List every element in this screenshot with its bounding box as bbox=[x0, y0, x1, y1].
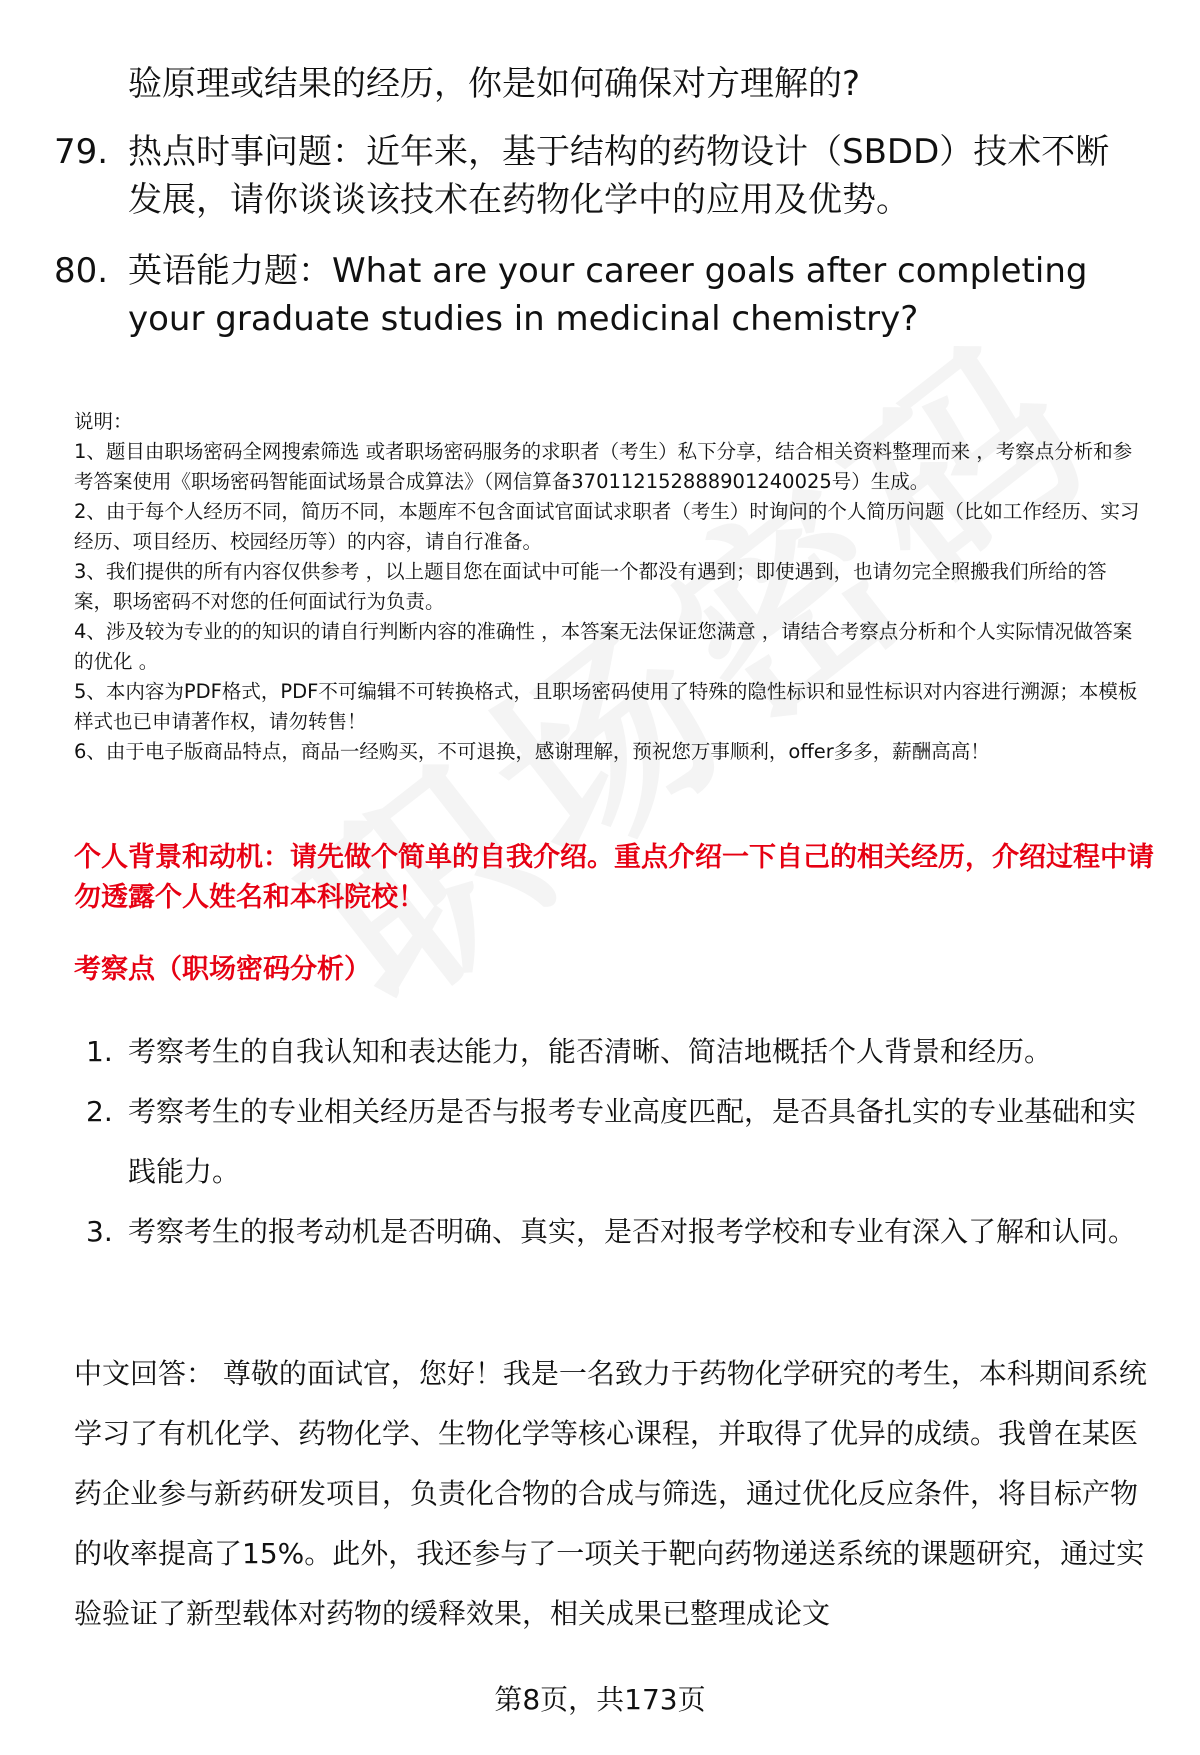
question-number: 79. bbox=[54, 132, 109, 172]
analysis-point bbox=[86, 1022, 1146, 1082]
chinese-answer: 中文回答： 尊敬的面试官，您好！我是一名致力于药物化学研究的考生，本科期间系统学习了有机化学、药物化学、生物化学等核心课程，并取得了优异的成绩。我曾在某医药企业参与新药研发项目，负责化合物的合成与筛选，通过优化反应条件，将目标产物的收率提高了15%。此外，我还参与了一项关于靶向药物递送系统的课题研究，通过实验验证了新型载体对药物的缓释效果，相关成果已整理成论文 bbox=[74, 1357, 1147, 1630]
section-heading: 个人背景和动机：请先做个简单的自我介绍。重点介绍一下自己的相关经历，介绍过程中请勿透露个人姓名和本科院校！ bbox=[74, 842, 1154, 913]
point-number: 3. bbox=[86, 1215, 113, 1248]
question-text: 热点时事问题：近年来，基于结构的药物设计（SBDD）技术不断发展，请你谈谈该技术在药物化学中的应用及优势。 bbox=[128, 132, 1110, 220]
question-number: 80. bbox=[54, 251, 109, 291]
notes-title: 说明： bbox=[74, 410, 133, 433]
analysis-title: 考察点（职场密码分析） bbox=[74, 954, 371, 985]
notes-block bbox=[74, 407, 1144, 767]
note-item: 2、由于每个人经历不同，简历不同，本题库不包含面试官面试求职者（考生）时询问的个人简历问题（比如工作经历、实习经历、项目经历、校园经历等）的内容，请自行准备。 bbox=[74, 500, 1140, 553]
note-item: 4、涉及较为专业的的知识的请自行判断内容的准确性 ，本答案无法保证您满意 ，请结合考察点分析和个人实际情况做答案的优化 。 bbox=[74, 620, 1133, 673]
point-text: 考察考生的报考动机是否明确、真实，是否对报考学校和专业有深入了解和认同。 bbox=[128, 1215, 1137, 1248]
note-item: 6、由于电子版商品特点，商品一经购买，不可退换，感谢理解，预祝您万事顺利，offer多多，薪酬高高！ bbox=[74, 740, 990, 763]
point-number: 1. bbox=[86, 1035, 113, 1068]
note-item: 1、题目由职场密码全网搜索筛选 或者职场密码服务的求职者（考生）私下分享，结合相关资料整理而来 ，考察点分析和参考答案使用《职场密码智能面试场景合成算法》（网信算备370112152888901240025号）生成。 bbox=[74, 440, 1133, 493]
analysis-points bbox=[86, 1022, 1146, 1262]
note-item: 3、我们提供的所有内容仅供参考 ，以上题目您在面试中可能一个都没有遇到；即使遇到，也请勿完全照搬我们所给的答案，职场密码不对您的任何面试行为负责。 bbox=[74, 560, 1107, 613]
point-text: 考察考生的专业相关经历是否与报考专业高度匹配，是否具备扎实的专业基础和实践能力。 bbox=[128, 1095, 1137, 1188]
note-item: 5、本内容为PDF格式，PDF不可编辑不可转换格式，且职场密码使用了特殊的隐性标识和显性标识对内容进行溯源；本模板样式也已申请著作权，请勿转售！ bbox=[74, 680, 1138, 733]
analysis-point bbox=[86, 1202, 1146, 1262]
question-80 bbox=[54, 247, 1134, 343]
question-text: 英语能力题：What are your career goals after completing your graduate studies in medicinal chemistry? bbox=[128, 251, 1088, 339]
point-number: 2. bbox=[86, 1095, 113, 1128]
question-78-continuation: 验原理或结果的经历，你是如何确保对方理解的? bbox=[128, 64, 861, 104]
analysis-point bbox=[86, 1082, 1146, 1202]
page-number: 第8页，共173页 bbox=[494, 1683, 706, 1716]
question-79 bbox=[54, 128, 1134, 224]
point-text: 考察考生的自我认知和表达能力，能否清晰、简洁地概括个人背景和经历。 bbox=[128, 1035, 1053, 1068]
